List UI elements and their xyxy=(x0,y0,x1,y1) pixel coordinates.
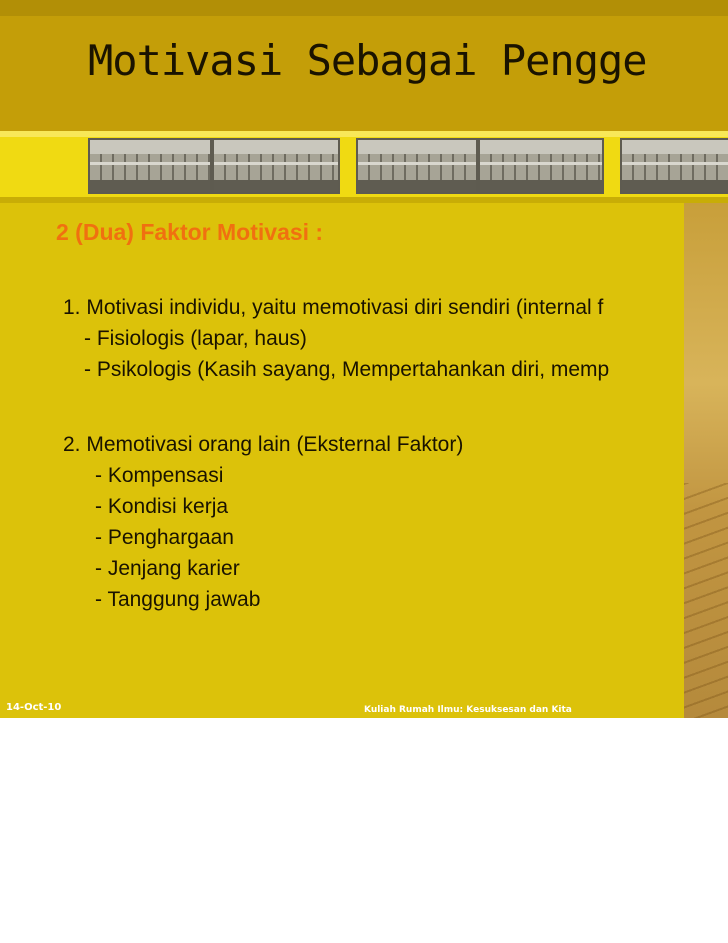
hall-photo-5 xyxy=(620,138,728,194)
hall-photo-3 xyxy=(356,138,478,194)
title-band-shade xyxy=(0,0,728,16)
footer-date: 14-Oct-10 xyxy=(6,702,62,713)
section2-intro: 2. Memotivasi orang lain (Eksternal Faktor) xyxy=(63,433,464,456)
hall-photo-4 xyxy=(478,138,604,194)
slide-title: Motivasi Sebagai Pengge xyxy=(88,36,647,85)
section2-item: - Kompensasi xyxy=(95,464,224,487)
hall-photo-1 xyxy=(88,138,212,194)
section2-item: - Penghargaan xyxy=(95,526,234,549)
title-band xyxy=(0,0,728,131)
footer-caption: Kuliah Rumah Ilmu: Kesuksesan dan Kita xyxy=(364,705,572,715)
background-photo xyxy=(684,203,728,718)
section1-item: - Psikologis (Kasih sayang, Mempertahankan diri, memp xyxy=(84,358,610,381)
photo-strip-highlight xyxy=(0,131,728,137)
section-heading: 2 (Dua) Faktor Motivasi : xyxy=(56,219,324,245)
section2-item: - Tanggung jawab xyxy=(95,588,261,611)
section1-item: - Fisiologis (lapar, haus) xyxy=(84,327,307,350)
section1-intro: 1. Motivasi individu, yaitu memotivasi diri sendiri (internal f xyxy=(63,296,604,319)
section2-item: - Jenjang karier xyxy=(95,557,240,580)
hall-photo-2 xyxy=(212,138,340,194)
section2-item: - Kondisi kerja xyxy=(95,495,229,518)
photo-strip-shadow xyxy=(0,197,728,203)
